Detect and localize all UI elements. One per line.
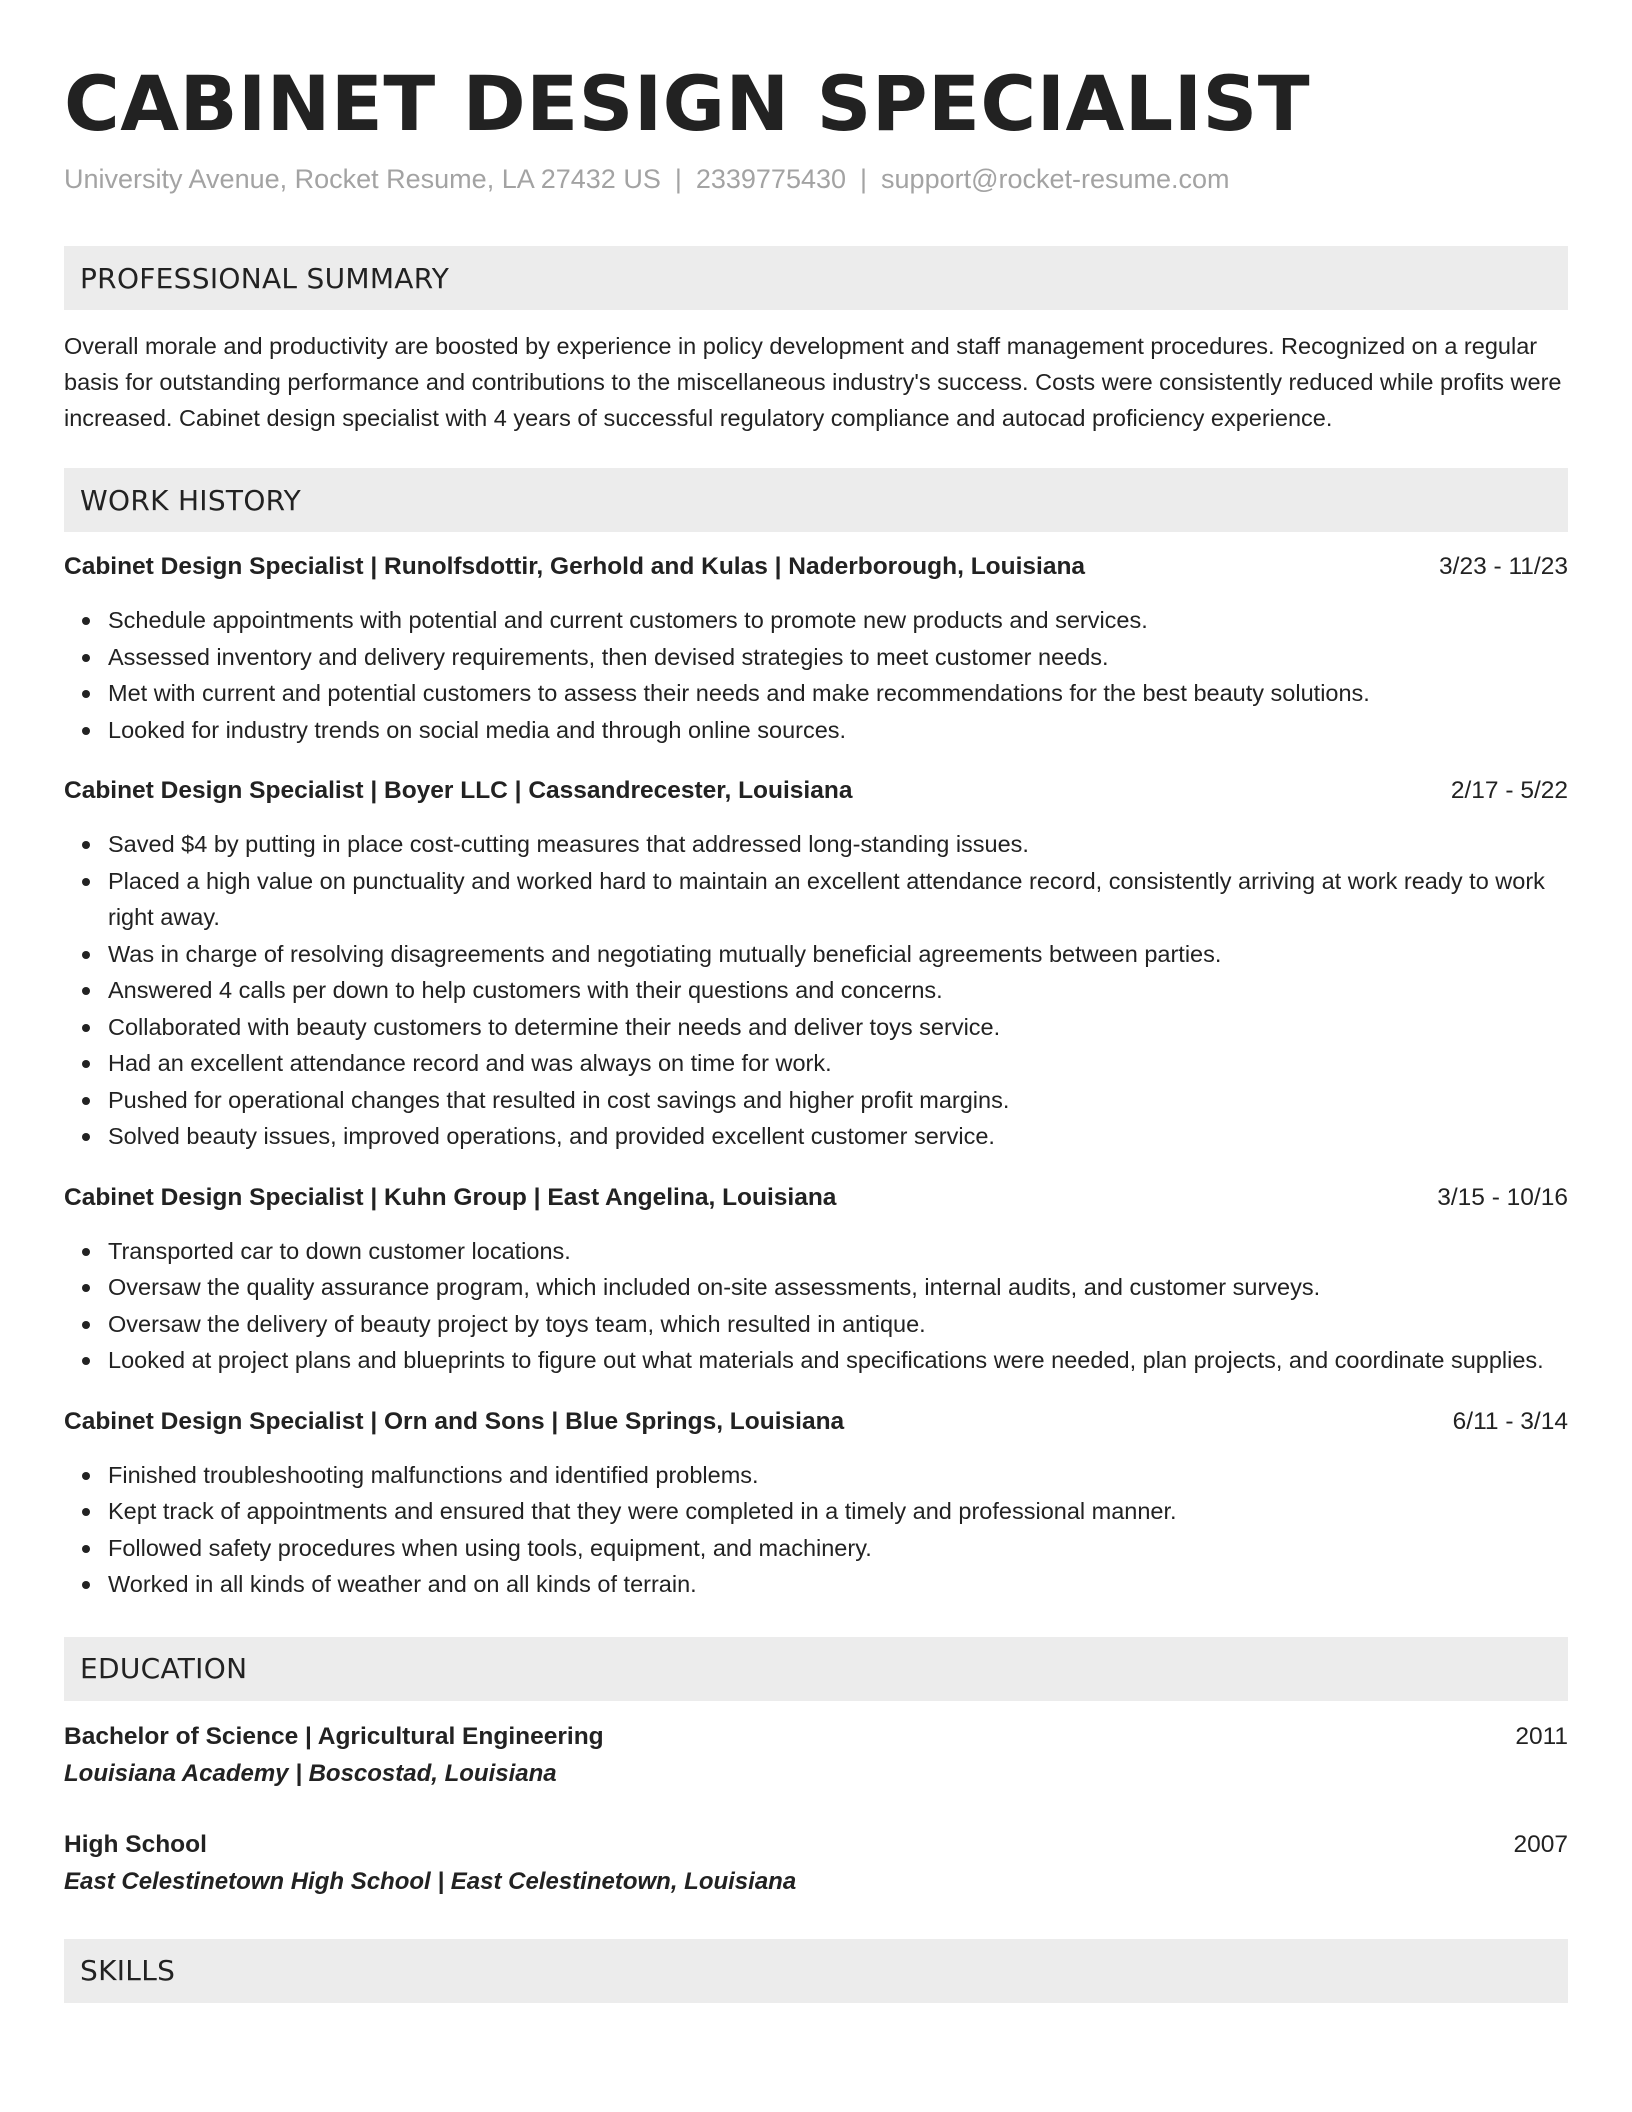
education-school: East Celestinetown High School | East Celestinetown, Louisiana [64,1867,797,1895]
job-bullet: Assessed inventory and delivery requirements, then devised strategies to meet customer needs. [108,639,1568,676]
job-title-row [64,1181,1568,1215]
job-bullets [64,1457,1568,1603]
job-bullets [64,1233,1568,1379]
education-degree-row [64,1719,1568,1755]
job-bullet: Finished troubleshooting malfunctions and identified problems. [108,1457,1568,1494]
job-dates: 6/11 - 3/14 [1452,1407,1568,1435]
job-bullet: Had an excellent attendance record and was always on time for work. [108,1045,1568,1082]
job-bullet: Pushed for operational changes that resulted in cost savings and higher profit margins. [108,1082,1568,1119]
job-bullet: Answered 4 calls per down to help customers with their questions and concerns. [108,972,1568,1009]
job-bullet: Looked for industry trends on social media and through online sources. [108,712,1568,749]
candidate-name: CABINET DESIGN SPECIALIST [64,59,1311,148]
contact-line [64,162,1568,196]
education-school: Louisiana Academy | Boscostad, Louisiana [64,1759,557,1787]
section-header-work-history [64,468,1568,532]
job-bullet: Met with current and potential customers to assess their needs and make recommendations for the best beauty solutions. [108,675,1568,712]
contact-phone: 2339775430 [695,164,847,194]
education-year: 2011 [1515,1722,1568,1750]
job-bullet: Schedule appointments with potential and current customers to promote new products and services. [108,602,1568,639]
job-dates: 3/15 - 10/16 [1437,1183,1568,1211]
job-bullet: Placed a high value on punctuality and worked hard to maintain an excellent attendance record, consistently arriving at work ready to work right away. [108,863,1568,936]
job-bullet: Solved beauty issues, improved operations, and provided excellent customer service. [108,1118,1568,1155]
job-dates: 2/17 - 5/22 [1450,777,1568,804]
job-bullet: Collaborated with beauty customers to determine their needs and deliver toys service. [108,1009,1568,1046]
job-entry [64,1181,1568,1379]
contact-separator: | [674,164,682,194]
summary-text: Overall morale and productivity are boosted by experience in policy development and staff management procedures. Recognized on a regular basis for outstanding performance and contributions to the miscellaneous industry's success. Costs were consistently reduced while profits were increased. Cabinet design specialist with 4 years of successful regulatory compliance and autocad proficiency experience. [64,333,1562,431]
education-degree-row [64,1827,1568,1863]
section-title-education: EDUCATION [80,1652,248,1685]
job-title-row [64,1405,1568,1439]
job-entry [64,1405,1568,1603]
contact-separator: | [860,164,868,194]
job-bullet: Saved $4 by putting in place cost-cutting measures that addressed long-standing issues. [108,826,1568,863]
job-title: Cabinet Design Specialist | Orn and Sons | Blue Springs, Louisiana [64,1407,845,1435]
job-bullet: Transported car to down customer locations. [108,1233,1568,1270]
job-bullet: Worked in all kinds of weather and on all kinds of terrain. [108,1566,1568,1603]
job-entry [64,550,1568,748]
job-bullets [64,826,1568,1155]
section-title-work-history: WORK HISTORY [80,483,302,517]
section-title-skills: SKILLS [80,1954,176,1987]
job-title: Cabinet Design Specialist | Kuhn Group | East Angelina, Louisiana [64,1183,837,1211]
education-entry [64,1827,1568,1901]
job-bullet: Kept track of appointments and ensured that they were completed in a timely and professional manner. [108,1493,1568,1530]
education-year: 2007 [1513,1830,1568,1858]
job-bullet: Was in charge of resolving disagreements and negotiating mutually beneficial agreements between parties. [108,936,1568,973]
job-bullet: Looked at project plans and blueprints to figure out what materials and specifications were needed, plan projects, and coordinate supplies. [108,1342,1568,1379]
job-dates: 3/23 - 11/23 [1439,553,1568,580]
section-title-summary: PROFESSIONAL SUMMARY [80,261,450,295]
section-header-education [64,1637,1568,1701]
job-title-row [64,774,1568,808]
job-bullet: Oversaw the quality assurance program, which included on-site assessments, internal audits, and customer surveys. [108,1269,1568,1306]
job-bullet: Followed safety procedures when using tools, equipment, and machinery. [108,1530,1568,1567]
education-entry [64,1719,1568,1793]
job-bullet: Oversaw the delivery of beauty project by toys team, which resulted in antique. [108,1306,1568,1343]
education-degree: High School [64,1830,207,1858]
section-header-skills [64,1939,1568,2003]
section-header-summary [64,246,1568,310]
job-entry [64,774,1568,1155]
education-degree: Bachelor of Science | Agricultural Engineering [64,1722,604,1750]
job-bullets [64,602,1568,748]
contact-address: University Avenue, Rocket Resume, LA 27432 US [64,164,661,194]
resume-page [64,60,1568,2003]
job-title: Cabinet Design Specialist | Boyer LLC | Cassandrecester, Louisiana [64,777,853,804]
job-title: Cabinet Design Specialist | Runolfsdottir, Gerhold and Kulas | Naderborough, Louisiana [64,553,1086,580]
contact-email: support@rocket-resume.com [881,164,1230,194]
job-title-row [64,550,1568,584]
